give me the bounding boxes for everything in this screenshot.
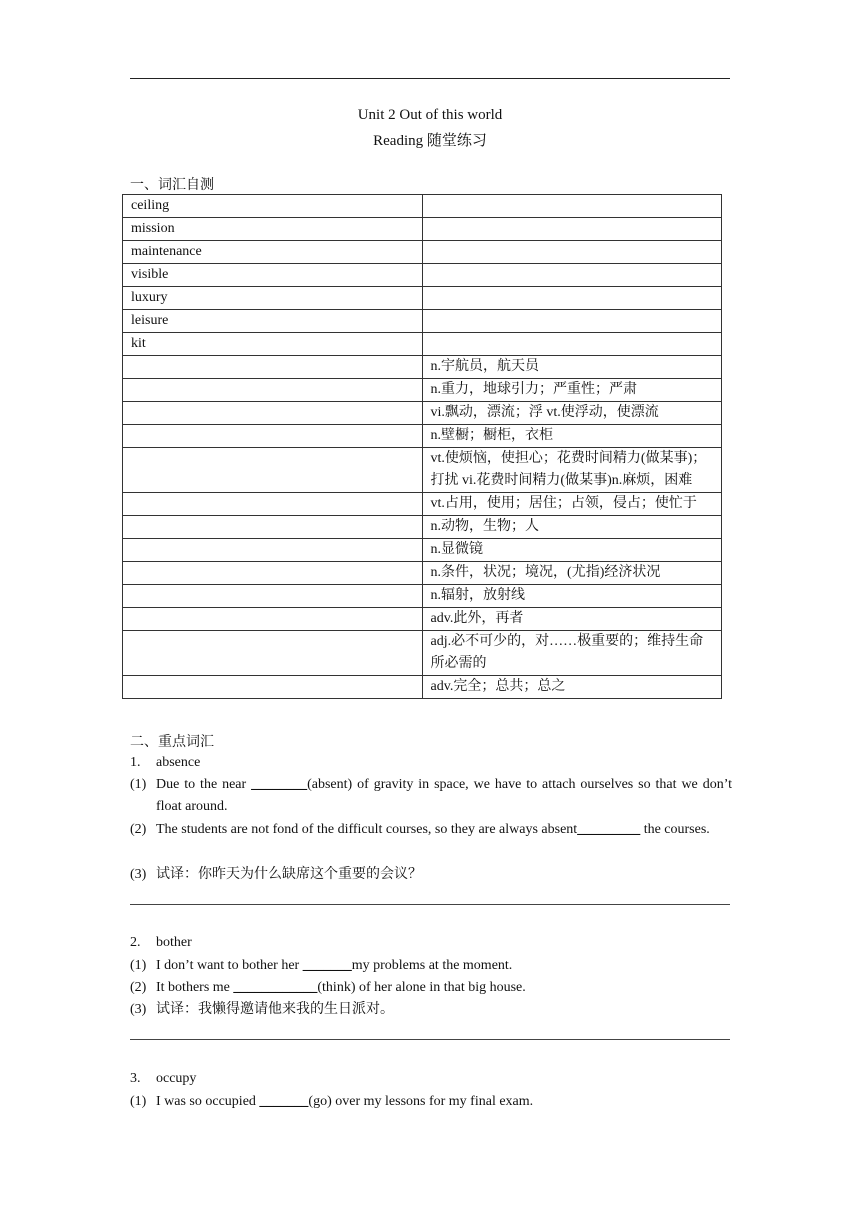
question-text: I don’t want to bother her: [156, 958, 303, 973]
vocab-english-cell[interactable]: [123, 379, 423, 402]
answer-line[interactable]: [130, 904, 730, 905]
vocab-chinese-cell[interactable]: [422, 310, 721, 333]
vocab-english-cell[interactable]: [123, 356, 423, 379]
vocab-english-cell[interactable]: [123, 631, 423, 676]
vocab-english-cell[interactable]: [123, 425, 423, 448]
vocab-chinese-cell: n.辐射，放射线: [422, 585, 721, 608]
question-2-1: [130, 955, 732, 977]
vocab-english-cell[interactable]: [123, 516, 423, 539]
vocab-english-cell[interactable]: [123, 608, 423, 631]
question-text: (absent) of gravity in space, we have to attach ourselves so that we don’t float around.: [156, 777, 732, 814]
item-heading-occupy: [130, 1068, 196, 1090]
vocab-english-cell[interactable]: [123, 448, 423, 493]
question-1-1: [130, 774, 732, 818]
vocab-chinese-cell[interactable]: [422, 287, 721, 310]
item-word: occupy: [156, 1071, 197, 1086]
page-title: Unit 2 Out of this world: [357, 107, 503, 123]
answer-blank[interactable]: _______: [302, 958, 352, 973]
question-number: (2): [130, 822, 147, 837]
vocab-chinese-cell[interactable]: [422, 333, 721, 356]
question-text: The students are not fond of the difficult courses, so they are always absent: [156, 822, 578, 837]
vocab-row: [123, 333, 722, 356]
vocab-english-cell[interactable]: [123, 539, 423, 562]
vocab-english-cell[interactable]: [123, 676, 423, 699]
translation-prompt: 试译：你昨天为什么缺席这个重要的会议？: [156, 867, 422, 882]
question-number: (1): [130, 777, 147, 792]
item-number: 2.: [130, 935, 141, 950]
vocab-row: [123, 425, 722, 448]
question-number: (1): [130, 1094, 147, 1109]
vocab-chinese-cell: n.壁橱；橱柜，衣柜: [422, 425, 721, 448]
vocab-english-cell: visible: [123, 264, 423, 287]
item-heading-bother: [130, 932, 192, 954]
item-word: bother: [156, 935, 192, 950]
question-2-2: [130, 977, 732, 999]
question-2-3: [130, 999, 732, 1021]
vocab-chinese-cell[interactable]: [422, 264, 721, 287]
vocab-row: [123, 310, 722, 333]
question-text: (go) over my lessons for my final exam.: [308, 1094, 534, 1109]
answer-blank[interactable]: ________: [251, 777, 308, 792]
vocab-english-cell: leisure: [123, 310, 423, 333]
vocab-chinese-cell: vt.使烦恼，使担心；花费时间精力(做某事)；打扰 vi.花费时间精力(做某事)n.麻烦，困难: [422, 448, 721, 493]
vocab-row: [123, 195, 722, 218]
vocab-english-cell: ceiling: [123, 195, 423, 218]
vocab-table: [122, 194, 722, 699]
vocab-chinese-cell[interactable]: [422, 241, 721, 264]
vocab-row: [123, 585, 722, 608]
answer-blank[interactable]: _________: [577, 822, 641, 837]
question-number: (1): [130, 958, 147, 973]
vocab-row: [123, 608, 722, 631]
section-heading-key-vocab: 二、重点词汇: [130, 735, 214, 750]
answer-line[interactable]: [130, 1039, 730, 1040]
question-text: Due to the near: [156, 777, 252, 792]
vocab-row: [123, 241, 722, 264]
vocab-chinese-cell: vi.飘动，漂流；浮 vt.使浮动，使漂流: [422, 402, 721, 425]
vocab-chinese-cell[interactable]: [422, 218, 721, 241]
vocab-row: [123, 562, 722, 585]
answer-blank[interactable]: _______: [259, 1094, 309, 1109]
vocab-row: [123, 287, 722, 310]
question-1-2: [130, 819, 732, 841]
vocab-chinese-cell: n.显微镜: [422, 539, 721, 562]
vocab-english-cell: mission: [123, 218, 423, 241]
vocab-english-cell: maintenance: [123, 241, 423, 264]
translation-prompt: 试译：我懒得邀请他来我的生日派对。: [156, 1002, 394, 1017]
vocab-english-cell[interactable]: [123, 402, 423, 425]
vocab-english-cell: luxury: [123, 287, 423, 310]
answer-blank[interactable]: ____________: [233, 980, 318, 995]
vocab-chinese-cell: n.条件，状况；境况，(尤指)经济状况: [422, 562, 721, 585]
header-rule: [130, 78, 730, 79]
item-heading-absence: [130, 752, 200, 774]
section-heading-vocab-test: 一、词汇自测: [130, 178, 214, 193]
vocab-english-cell[interactable]: [123, 585, 423, 608]
vocab-english-cell[interactable]: [123, 562, 423, 585]
question-text: I was so occupied: [156, 1094, 260, 1109]
vocab-chinese-cell: adj.必不可少的，对……极重要的；维持生命所必需的: [422, 631, 721, 676]
question-text: (think) of her alone in that big house.: [317, 980, 526, 995]
vocab-chinese-cell: n.重力，地球引力；严重性；严肃: [422, 379, 721, 402]
question-text: my problems at the moment.: [351, 958, 513, 973]
vocab-row: [123, 539, 722, 562]
vocab-row: [123, 516, 722, 539]
vocab-chinese-cell: n.宇航员，航天员: [422, 356, 721, 379]
vocab-row: [123, 448, 722, 493]
vocab-english-cell: kit: [123, 333, 423, 356]
item-number: 3.: [130, 1071, 141, 1086]
vocab-chinese-cell[interactable]: [422, 195, 721, 218]
vocab-chinese-cell: vt.占用，使用；居住；占领，侵占；使忙于: [422, 493, 721, 516]
vocab-row: [123, 493, 722, 516]
vocab-row: [123, 356, 722, 379]
item-number: 1.: [130, 755, 141, 770]
question-number: (2): [130, 980, 147, 995]
vocab-row: [123, 218, 722, 241]
item-word: absence: [156, 755, 201, 770]
question-1-3: [130, 864, 732, 886]
question-text: the courses.: [640, 822, 710, 837]
vocab-row: [123, 676, 722, 699]
vocab-row: [123, 631, 722, 676]
vocab-row: [123, 264, 722, 287]
vocab-chinese-cell: n.动物，生物；人: [422, 516, 721, 539]
vocab-row: [123, 402, 722, 425]
vocab-chinese-cell: adv.此外，再者: [422, 608, 721, 631]
question-number: (3): [130, 1002, 147, 1017]
question-3-1: [130, 1091, 732, 1113]
vocab-english-cell[interactable]: [123, 493, 423, 516]
page-subtitle: Reading 随堂练习: [373, 133, 487, 149]
question-text: It bothers me: [156, 980, 234, 995]
question-number: (3): [130, 867, 147, 882]
vocab-row: [123, 379, 722, 402]
vocab-chinese-cell: adv.完全；总共；总之: [422, 676, 721, 699]
